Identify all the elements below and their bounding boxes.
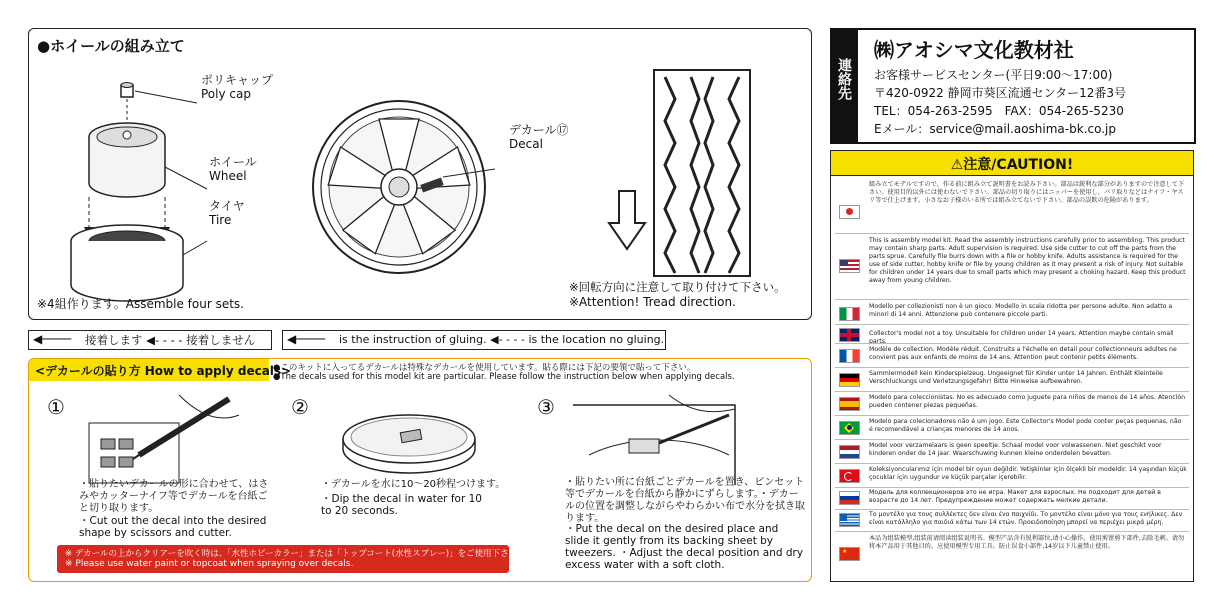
decal-label-jp: デカール⑰ — [509, 123, 569, 137]
decal-note-jp: ●このキットに入ってるデカールは特殊なデカールを使用しています。貼る際には下記の要領で貼って下さい。 — [273, 363, 696, 373]
flag-uk-icon — [839, 328, 860, 342]
caution-divider — [835, 367, 1189, 368]
flag-netherlands-icon — [839, 445, 860, 459]
caution-divider — [835, 415, 1189, 416]
address: 〒420-0922 静岡市葵区流通センター12番3号 — [874, 86, 1127, 100]
caution-divider — [835, 233, 1189, 234]
caution-ru: Модель для коллекционеров это не игра. Макет для взрослых. Не подходит для детей в возрасте до 14 лет. Предупреждение может содержать мелкие детали. — [869, 489, 1161, 504]
polycap-label-en: Poly cap — [201, 87, 251, 101]
contact-side-label: 連絡先 — [836, 58, 852, 100]
tread-pattern-diagram — [653, 69, 751, 277]
step3-illustration — [569, 395, 739, 485]
direction-note-en: ※Attention! Tread direction. — [569, 295, 736, 309]
caution-uk: Collector's model not a toy. Unsuitable for children under 14 years. Attention maybe contain small parts. — [869, 330, 1174, 345]
caution-divider — [835, 487, 1189, 488]
flag-japan-icon — [839, 205, 860, 219]
caution-divider — [835, 463, 1189, 464]
decal-panel — [28, 358, 812, 582]
caution-fr: Modèle de collection. Modèle réduit. Construits a l'échelle en detail pour collectionneurs adultes ne convient pas aux enfants de moins de 14 ans. Attention peut contenir petits éléments. — [869, 346, 1177, 361]
step1-illustration — [79, 395, 249, 485]
flag-italy-icon — [839, 307, 860, 321]
caution-header — [831, 151, 1193, 176]
step3-number: ③ — [537, 395, 555, 419]
wheel-front-diagram — [309, 97, 489, 277]
glue-legend-jp-text: 接着します ◀- - - - 接着しません — [85, 333, 256, 347]
flag-spain-icon — [839, 397, 860, 411]
decal-header: <デカールの貼り方 How to apply decals> — [35, 364, 292, 378]
flag-china-icon: ★ — [839, 547, 860, 561]
service-center: お客様サービスセンター(平日9:00〜17:00) — [874, 68, 1113, 82]
step1-text-jp: ・貼りたいデカールの形に合わせて、はさみやカッターナイフ等でデカールを台紙ごと切り取ります。 — [79, 479, 269, 514]
caution-divider — [835, 391, 1189, 392]
caution-br: Modelo para colecionadores não é um jogo. Este Collector's Model pode conter peças pequenas, não é recomendável a crianças menores de 14 anos. — [869, 418, 1182, 433]
caution-divider — [835, 324, 1189, 325]
wheel-label-en: Wheel — [209, 169, 247, 183]
spray-warning-jp: ※ デカールの上からクリアーを吹く時は、「水性ホビーカラー」または「トップコート(水性スプレー)」をご使用下さい。 — [65, 549, 526, 559]
glue-legend-en — [282, 330, 666, 350]
step2-text-en: ・Dip the decal in water for 10 to 20 seconds. — [321, 493, 482, 517]
caution-us: This is assembly model kit. Read the assembly instructions carefully prior to assembling. This product may contain sharp parts. Adult supervision is required. Use side cutter to cut off the parts from the parts sprue. Carefully file burrs down with a file or hobby knife. Adults assistance is required for the use of side cutter, hobby knife or file by young children as it may present a risk of injury. Not suitable for children under 14 years due to small parts which may present a choking hazard. Keep this product away from young children. — [869, 237, 1186, 284]
flag-germany-icon — [839, 373, 860, 387]
caution-divider — [835, 343, 1189, 344]
flag-russia-icon — [839, 491, 860, 505]
caution-it: Modello per collezionisti non è un gioco. Modello in scala ridotta per persone adulte. Non adatto a minori di 14 anni. Attenzione può contenere piccole parti. — [869, 303, 1173, 318]
caution-divider — [835, 509, 1189, 510]
sets-note: ※4組作ります。Assemble four sets. — [37, 297, 244, 311]
decal-note-en: ●The decals used for this model kit are particular. Please follow the instruction below when applying decals. — [273, 372, 735, 382]
assembly-panel — [28, 28, 812, 320]
glue-arrow-en-icon: ◀──── — [287, 332, 326, 346]
step1-number: ① — [47, 395, 65, 419]
step2-text-jp: ・デカールを水に10〜20秒程つけます。 — [321, 479, 506, 490]
caution-jp: 組み立てモデルですので、作る前に組み立て説明書をお読み下さい。部品は鋭利な部分がありますので注意して下さい。使用目的以外には使わないで下さい。部品の切り取りにはニッパーを使用し、パリ取りなどはナイフ・ヤスリ等で仕上げます。小さなお子様のいる所では組み立てないで下さい。部品の誤飲の危険があります。 — [869, 181, 1185, 204]
flag-usa-icon — [839, 259, 860, 273]
wheel-exploded-diagram — [67, 71, 297, 303]
caution-es: Modelo para coleccionistas. No es adecuado como juguete para niños de menos de 14 años. Atención pueden contener piezas pequeñas. — [869, 394, 1186, 409]
flag-turkey-icon — [839, 469, 860, 483]
caution-divider — [835, 439, 1189, 440]
spray-warning-en: ※ Please use water paint or topcoat when spraying over decals. — [65, 559, 354, 569]
flag-france-icon — [839, 349, 860, 363]
flag-brazil-icon — [839, 421, 860, 435]
decal-header-bar — [29, 359, 292, 381]
step2-illustration — [329, 403, 489, 483]
caution-divider — [835, 531, 1189, 532]
email: Eメール：service@mail.aoshima-bk.co.jp — [874, 122, 1116, 136]
direction-note-jp: ※回転方向に注意して取り付けて下さい。 — [569, 280, 786, 294]
tire-label-en: Tire — [209, 213, 232, 227]
caution-gr: Το μοντέλο για τους συλλέκτες δεν είναι ένα παιχνίδι. Το μοντέλο είναι μόνο για τους ενήλικες. Δεν είναι κατάλληλο για παιδιά κάτω των 14 ετών. Προειδοποίηση μπορεί να περιέχει μικρά μέρη. — [869, 511, 1183, 526]
caution-tr: Koleksiyoncularımız için model bir oyun değildir. Yetişkinler için ölçekli bir modeldir. 14 yaşından küçük çocuklar için uygundur ve küçük parçalar içerebilir. — [869, 466, 1187, 481]
glue-legend-en-text: is the instruction of gluing. ◀- - - - is the location no gluing. — [339, 333, 665, 346]
spray-warning — [57, 545, 526, 573]
caution-title: ⚠注意/CAUTION! — [950, 157, 1074, 173]
glue-legend-jp — [28, 330, 272, 350]
tel-fax: TEL：054-263-2595 FAX：054-265-5230 — [874, 104, 1124, 118]
step3-text-en: ・Put the decal on the desired place and slide it gently from its backing sheet by tweezers. ・Adjust the decal position and dry excess water with a soft cloth. — [565, 523, 804, 571]
direction-arrow-icon — [607, 189, 647, 253]
caution-de: Sammlermodell kein Kinderspielzeug. Ungeeignet für Kinder unter 14 Jahren. Enthält Kleinteile Verschluckungs und Verletzungsgefahr! Bitte Hinweise aufbewahren. — [869, 370, 1163, 385]
tire-label-jp: タイヤ — [209, 199, 245, 213]
contact-side-label-bar — [832, 30, 858, 142]
step1-text-en: ・Cut out the decal into the desired shape by scissors and cutter. — [79, 515, 267, 539]
step3-text-jp: ・貼りたい所に台紙ごとデカールを置き、ピンセット等でデカールを台紙から静かにずらします。・デカールの位置を調整しながらやわらかい布で水分を拭き取ります。 — [565, 477, 805, 524]
caution-nl: Model voor verzamelaars is geen speeltje. Schaal model voor volwassenen. Niet geschikt voor kinderen onder de 14 jaar. Waarschuwing kunnen kleine onderdelen bevatten. — [869, 442, 1162, 457]
assembly-title: ●ホイールの組み立て — [37, 37, 185, 55]
glue-arrow-icon: ◀──── — [33, 332, 72, 346]
flag-greece-icon — [839, 513, 860, 527]
caution-panel — [830, 150, 1194, 582]
caution-cn: 本品为组装模型,组装前请阅读组装说明书。模型产品含有锐利部位,请小心操作。使用剪钳剪下部件,去除毛刺。请勿将本产品用于其他目的。应使用模型专用工具。防止误食小部件,14岁以下儿童禁止使用。 — [869, 535, 1185, 550]
company-name: ㈱アオシマ文化教材社 — [874, 38, 1074, 62]
caution-divider — [835, 299, 1189, 300]
contact-panel — [830, 28, 1196, 144]
decal-label-en: Decal — [509, 137, 543, 151]
step2-number: ② — [291, 395, 309, 419]
polycap-label-jp: ポリキャップ — [201, 73, 274, 87]
wheel-label-jp: ホイール — [209, 155, 257, 169]
